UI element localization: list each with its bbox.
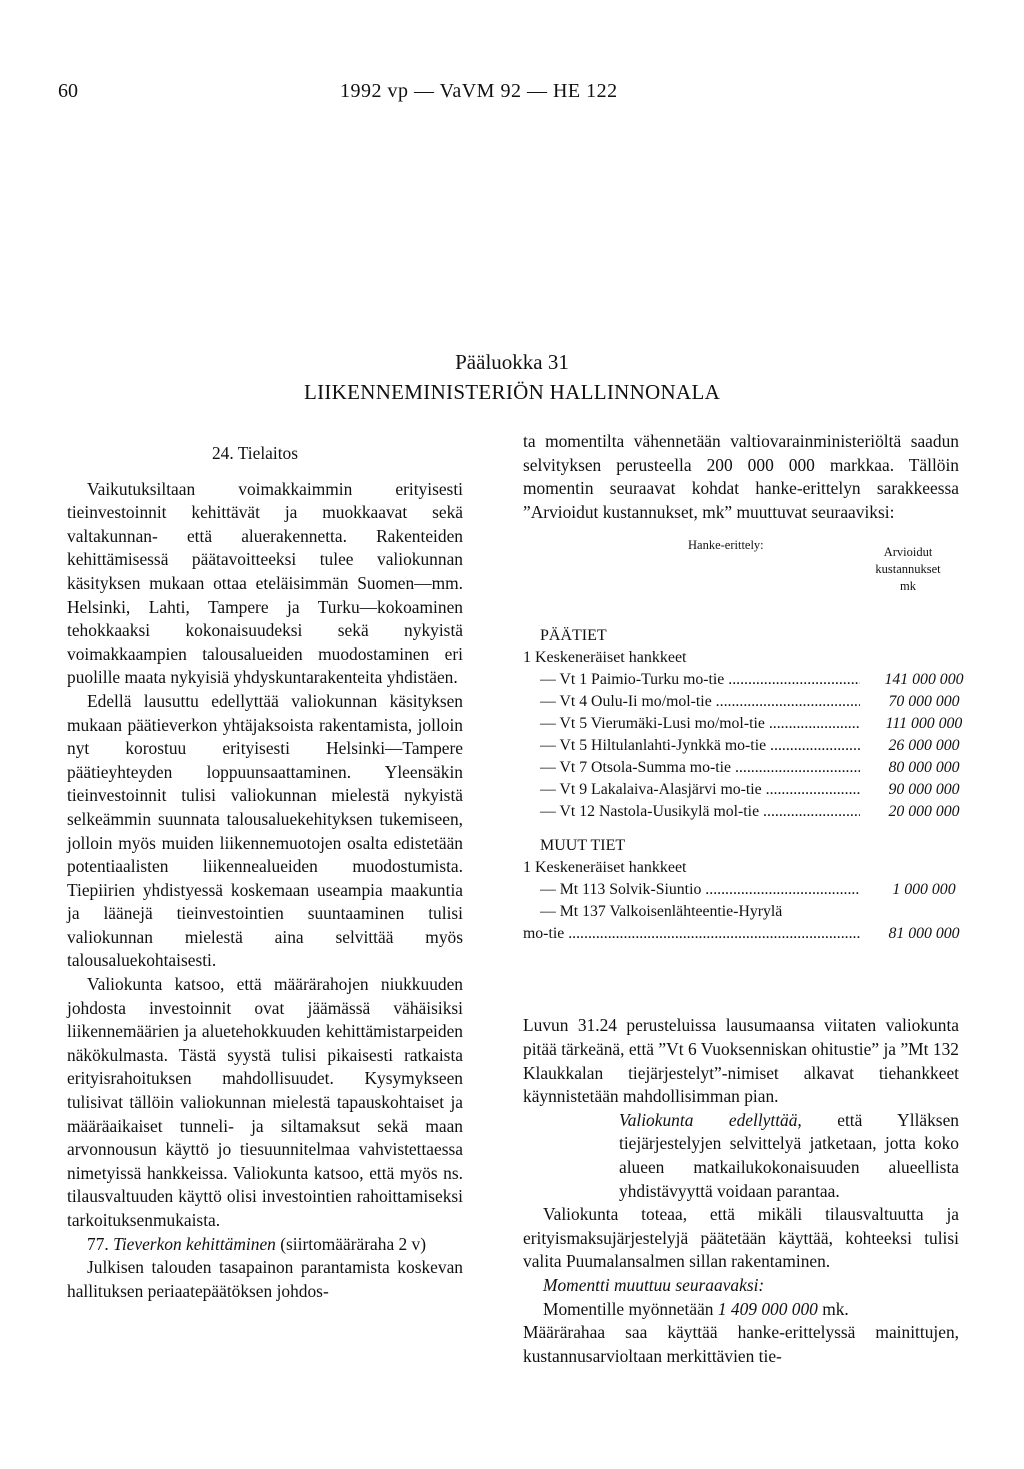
paragraph: Vaikutuksiltaan voimakkaimmin erityisesti tieinvestoinnit kehittävät ja muokkaavat sekä valtakunnan- että aluerakennetta. Rakenteiden kehittämisessä päätavoitteeksi tulee valiokunnan käsityksen mukaan ottaa eteläisimmän Suomen—mm. Helsinki, Lahti, Tampere ja Turku—kokoaminen tehokkaaksi kokonaisuudeksi sekä nykyistä voimakkaampien talousalueiden muodostaminen eri puolille maata nykyisiä yhdyskuntarakenteita yhdistäen.	[67, 478, 463, 688]
left-column	[67, 442, 463, 1303]
appropriation-unit: mk.	[822, 1298, 849, 1319]
requirement-lead: Valiokunta edellyttää,	[619, 1109, 802, 1130]
committee-requirement	[619, 1109, 959, 1203]
table-row	[540, 690, 960, 712]
row-value: 70 000 000	[888, 693, 960, 711]
row-label: — Vt 12 Nastola-Uusikylä mol-tie .....	[540, 800, 860, 824]
row-value: 1 000 000	[892, 881, 956, 899]
paragraph: Momentti muuttuu seuraavaksi:	[543, 1274, 765, 1295]
section-subtitle: Pääluokka 31	[455, 350, 569, 374]
table-row	[540, 668, 964, 690]
row-label: — Vt 7 Otsola-Summa mo-tie .....	[540, 756, 860, 780]
row-label: mo-tie .....	[523, 922, 860, 946]
row-label: — Vt 5 Hiltulanlahti-Jynkkä mo-tie .....	[540, 734, 860, 758]
spec-column-header: Hanke-erittely:	[688, 538, 764, 553]
table-row	[540, 712, 963, 734]
table-row	[540, 756, 960, 778]
table-row	[540, 734, 960, 756]
cost-header-line: mk	[900, 579, 916, 594]
subgroup-title: 1 Keskeneräiset hankkeet	[523, 859, 687, 877]
cost-column-header	[853, 544, 963, 595]
table-row	[540, 778, 960, 800]
row-label: — Vt 1 Paimio-Turku mo-tie .....	[540, 668, 860, 692]
row-value: 90 000 000	[888, 781, 960, 799]
section-title: LIIKENNEMINISTERIÖN HALLINNONALA	[303, 380, 721, 404]
row-value: 20 000 000	[888, 803, 960, 821]
row-label: — Mt 113 Solvik-Siuntio .....	[540, 878, 860, 902]
table-row	[523, 922, 960, 944]
appropriation-lead: Momentille myönnetään	[543, 1298, 714, 1319]
row-value: 111 000 000	[885, 715, 963, 733]
paragraph: ta momentilta vähennetään valtiovarainministeriöltä saadun selvityksen perusteella 200 000 000 markkaa. Tällöin momentin seuraavat kohdat hanke-erittelyn sarakkeessa ”Arvioidut kustannukset, mk” muuttuvat seuraaviksi:	[523, 431, 959, 522]
requirement-text: että Ylläksen tiejärjestelyjen selvittelyä jatketaan, jotta koko alueen matkailukokonaisuuden alueellista yhdistävyyttä voidaan parantaa.	[619, 1109, 959, 1201]
paragraph: Edellä lausuttu edellyttää valiokunnan käsityksen mukaan päätieverkon yhtäjaksoista rakentamista, jolloin nyt korostuu erityisesti Helsinki—Tampere päätieyhteyden loppuunsaattaminen. Yleensäkin tieinvestoinnit tulisi valiokunnan mielestä nykyistä selkeämmin suunnata talousaluekehityksen tukemiseen, jolloin myös muiden liikennemuotojen osalta edistetään potentiaalisten liikennealueiden muodostumista. Tiepiirien yhdistyessä koskemaan useampia maakuntia ja läänejä tieinvestointien suuntaaminen tulisi valiokunnan mielestä aina selvittää myös talousaluekohtaisesti.	[67, 690, 463, 971]
item-number: 77.	[87, 1233, 109, 1254]
row-label: — Vt 9 Lakalaiva-Alasjärvi mo-tie .....	[540, 778, 860, 802]
row-label: — Vt 4 Oulu-Ii mo/mol-tie .....	[540, 690, 860, 714]
appropriation-amount: 1 409 000 000	[717, 1298, 818, 1319]
group-title: MUUT TIET	[540, 837, 626, 855]
row-label: — Vt 5 Vierumäki-Lusi mo/mol-tie .....	[540, 712, 860, 736]
specification-table	[523, 524, 964, 1014]
chapter-heading: 24. Tielaitos	[211, 443, 298, 463]
paragraph: Määrärahaa saa käyttää hanke-erittelyssä mainittujen, kustannusarvioltaan merkittävien tie-	[523, 1322, 959, 1366]
row-value: 80 000 000	[888, 759, 960, 777]
row-value: 26 000 000	[888, 737, 960, 755]
group-title: PÄÄTIET	[540, 627, 607, 645]
item-heading	[67, 1233, 463, 1257]
item-title: Tieverkon kehittäminen	[113, 1233, 276, 1254]
cost-header-line: Arvioidut	[883, 545, 933, 560]
table-row	[540, 800, 960, 822]
row-label: — Mt 137 Valkoisenlähteentie-Hyrylä	[540, 903, 783, 921]
row-value: 141 000 000	[884, 671, 964, 689]
subgroup-title: 1 Keskeneräiset hankkeet	[523, 649, 687, 667]
row-value: 81 000 000	[888, 925, 960, 943]
paragraph: Luvun 31.24 perusteluissa lausumaansa viitaten valiokunta pitää tärkeänä, että ”Vt 6 Vuoksenniskan ohitustie” ja ”Mt 132 Klaukkalan tiejärjestelyt”-nimiset alkavat tiehankkeet käynnistetään mahdollisimman pian.	[523, 1015, 959, 1107]
running-head: 1992 vp — VaVM 92 — HE 122	[340, 80, 618, 102]
page-number: 60	[58, 80, 78, 102]
table-row	[540, 878, 960, 900]
table-row	[540, 900, 960, 922]
appropriation-line	[523, 1298, 959, 1322]
paragraph: Valiokunta toteaa, että mikäli tilausvaltuutta ja erityismaksujärjestelyjä päätetään käyttää, kohteeksi tulisi valita Puumalansalmen sillan rakentaminen.	[523, 1204, 959, 1272]
item-suffix: (siirtomääräraha 2 v)	[280, 1233, 427, 1254]
paragraph: Julkisen talouden tasapainon parantamista koskevan hallituksen periaatepäätöksen johdos-	[67, 1257, 463, 1301]
cost-header-line: kustannukset	[875, 562, 941, 577]
paragraph: Valiokunta katsoo, että määrärahojen niukkuuden johdosta investoinnit ovat jäämässä vähäisiksi liikennemäärien ja aluetehokkuuden kehittämistarpeiden näkökulmasta. Tästä syystä tulisi pikaisesti ratkaista erityisrahoituksen mahdollisuudet. Kysymykseen tulisivat tällöin valiokunnan mielestä tapauskohtaiset ja määräaikaiset tunneli- ja siltamaksut sekä maan arvonnousun käyttö jo tiesuunnitelmaa vahvistettaessa nimetyissä hankkeissa. Valiokunta katsoo, että myös ns. tilausvaltuuden käyttö olisi investointien rahoittamiseksi tarkoituksenmukaista.	[67, 974, 463, 1230]
right-column	[523, 430, 964, 1368]
